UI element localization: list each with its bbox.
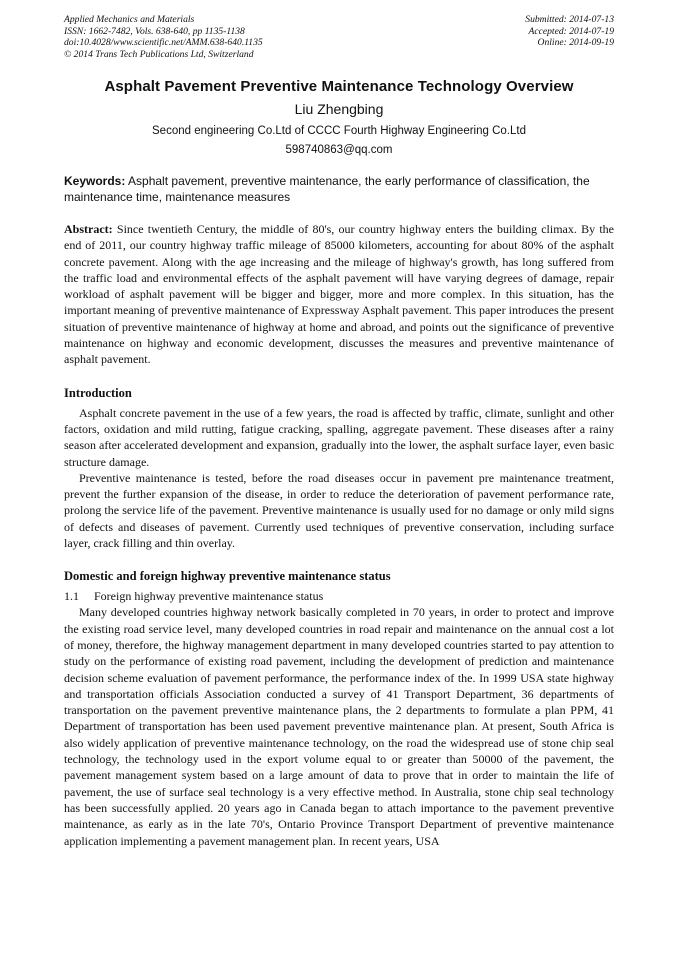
journal-name: Applied Mechanics and Materials — [64, 14, 195, 25]
online-date: Online: 2014-09-19 — [537, 37, 614, 48]
subsection-title: Foreign highway preventive maintenance status — [94, 589, 324, 604]
introduction-heading: Introduction — [64, 385, 132, 400]
author-affiliation: Second engineering Co.Ltd of CCCC Fourth Highway Engineering Co.Ltd — [152, 125, 526, 137]
status-paragraph-1: Many developed countries highway network basically completed in 70 years, in order to protect and improve the existing road service level, many developed countries in road repair and maintenance on the annual cost a lot of money, therefore, the highway management department in many developed countries started to pay attention to study on the performance of existing road pavement, including the development of prediction and maintenance decision scheme evaluation of pavement performance, the performance index of the. In 1999 USA state highway and transportation officials Association conducted a survey of 41 Transport Department, 36 departments of transportation on the pavement preventive maintenance plans, the 2 departments to formulate a plan PPM, 41 Department of transportation has been used pavement preventive maintenance plan. At present, South Africa is also widely application of preventive maintenance technology, on the road the widespread use of stone chip seal technology, the technology used in the export volume equal to or greater than 50000 of the pavement, the pavement management system based on a large amount of data to prove that in order to maintain the life of pavement, the use of surface seal technology is a very effective method. In Australia, stone chip seal technology has been successfully applied. 20 years ago in Canada began to attach importance to the pavement preventive maintenance, as early as in the late 70's, Ontario Province Transport Department of preventive maintenance application implementing a pavement management plan. In recent years, USA — [64, 605, 614, 848]
header-left — [64, 14, 263, 60]
paper-title: Asphalt Pavement Preventive Maintenance Technology Overview — [104, 78, 574, 95]
paper-author: Liu Zhengbing — [294, 101, 384, 117]
keywords-text: Asphalt pavement, preventive maintenance, the early performance of classification, the maintenance time, maintenance measures — [64, 174, 590, 204]
journal-copyright: © 2014 Trans Tech Publications Ltd, Switzerland — [64, 48, 254, 60]
accepted-date: Accepted: 2014-07-19 — [528, 25, 614, 37]
status-heading: Domestic and foreign highway preventive maintenance status — [64, 569, 391, 584]
keywords-block — [64, 174, 614, 205]
abstract-label: Abstract: — [64, 222, 113, 236]
header-right — [525, 14, 614, 60]
journal-issn: ISSN: 1662-7482, Vols. 638-640, pp 1135-1138 — [64, 25, 245, 37]
author-email: 598740863@qq.com — [285, 144, 393, 156]
subsection-heading — [64, 588, 614, 604]
subsection-number: 1.1 — [64, 589, 79, 604]
introduction-paragraph-1: Asphalt concrete pavement in the use of a few years, the road is affected by traffic, climate, sunlight and other factors, oxidation and mild rutting, fatigue cracking, spalling, aggregate pavement. These diseases after a rainy season after accelerated development and expansion, gradually into the lower, the asphalt surface layer, even basic structure damage. — [64, 405, 614, 469]
journal-doi: doi:10.4028/www.scientific.net/AMM.638-640.1135 — [64, 37, 263, 48]
abstract-text: Since twentieth Century, the middle of 80's, our country highway enters the building climax. By the end of 2011, our country highway traffic mileage of 85000 kilometers, accounting for about 80% of the asphalt concrete pavement. Along with the age increasing and the mileage of highway's growth, has long suffered from the traffic load and environmental effects of the asphalt pavement will have varying degrees of damage, repair workload of asphalt pavement will be bigger and bigger, more and more complex. In this situation, has the important meaning of preventive maintenance of Expressway Asphalt pavement. This paper introduces the present situation of preventive maintenance of highway at home and abroad, and points out the significance of preventive maintenance on highway and economic development, discusses the measures and preventive maintenance of asphalt pavement. — [64, 222, 614, 367]
journal-header — [64, 14, 614, 60]
keywords-label: Keywords: — [64, 174, 126, 188]
submitted-date: Submitted: 2014-07-13 — [525, 14, 614, 25]
introduction-paragraph-2: Preventive maintenance is tested, before the road diseases occur in pavement pre maintenance treatment, prevent the further expansion of the disease, in order to reduce the deterioration of pavement performance rate, prolong the service life of the pavement. Preventive maintenance is usually used for no damage or only mild signs of defects and diseases of pavement. Currently used techniques of preventive conservation, including surface layer, crack filling and thin overlay. — [64, 470, 614, 551]
abstract-block — [64, 221, 614, 368]
